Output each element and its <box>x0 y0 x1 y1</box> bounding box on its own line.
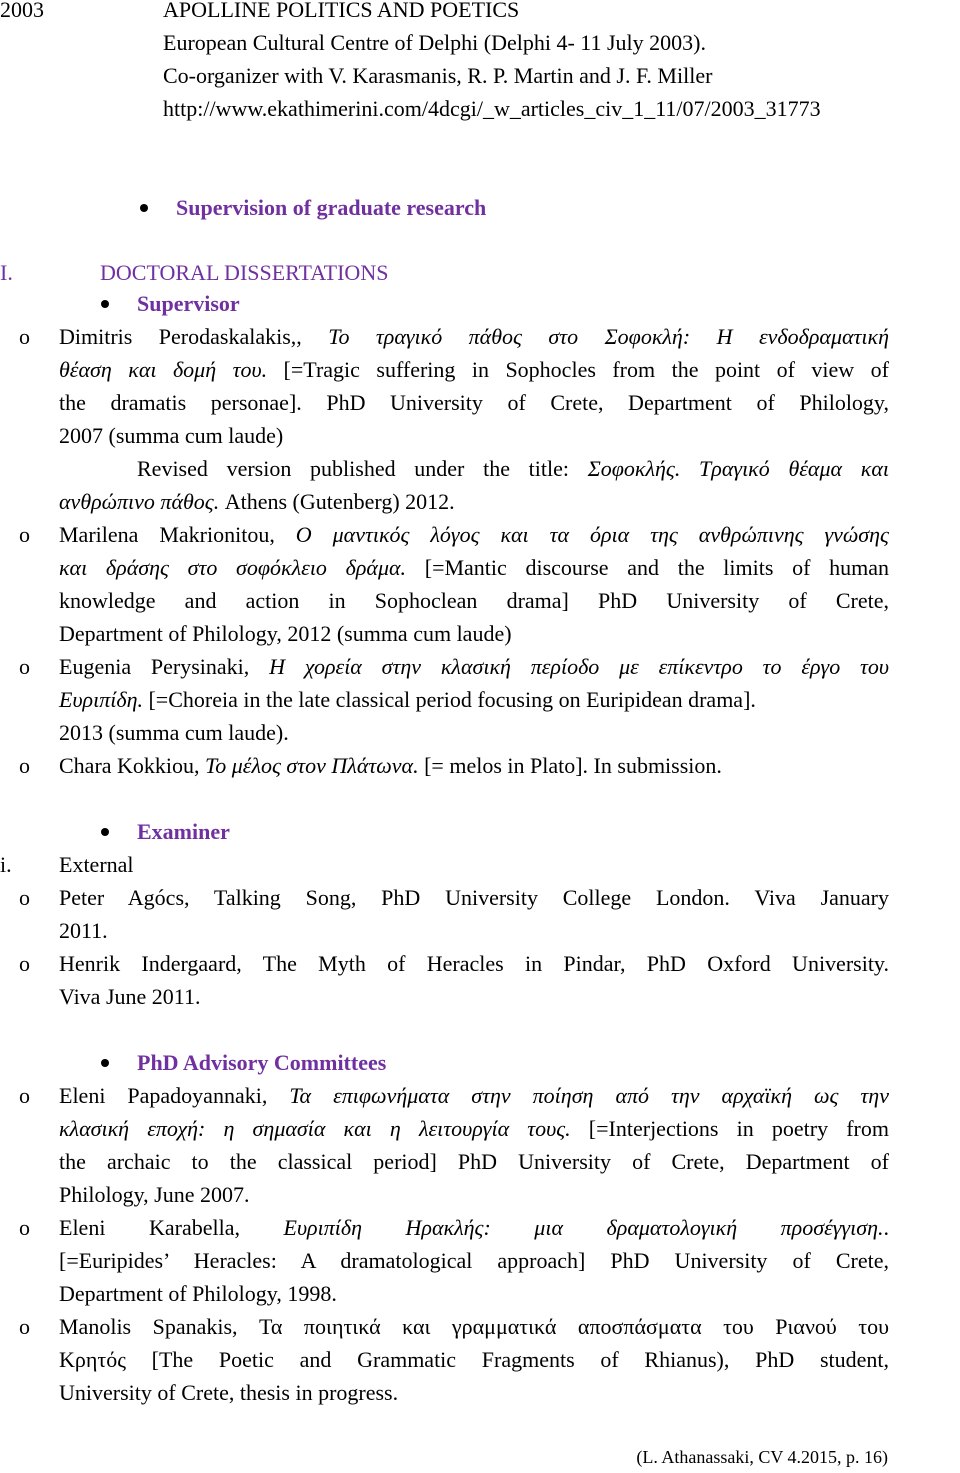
conference-year: 2003 <box>0 0 44 22</box>
list-item-line: και δράσης στο σοφόκλειο δράμα. [=Mantic discourse and the limits of human <box>59 555 889 580</box>
list-marker: o <box>19 654 30 679</box>
list-item-line: the archaic to the classical period] PhD University of Crete, Department of <box>59 1149 889 1174</box>
committees-heading: PhD Advisory Committees <box>137 1050 387 1075</box>
bullet-icon <box>140 204 148 212</box>
page-footer: (L. Athanassaki, CV 4.2015, p. 16) <box>636 1447 888 1467</box>
conference-title: APOLLINE POLITICS AND POETICS <box>163 0 520 22</box>
list-item-line: 2007 (summa cum laude) <box>59 423 284 448</box>
list-marker: o <box>19 885 30 910</box>
list-item: Manolis Spanakis, Τα ποιητικά και γραμματικά αποσπάσματα του Ριανού του <box>59 1314 889 1339</box>
list-item: Eugenia Perysinaki, Η χορεία στην κλασική περίοδο με επίκεντρο το έργο του <box>59 654 889 679</box>
supervisor-heading: Supervisor <box>137 291 240 316</box>
external-label: External <box>59 852 134 877</box>
list-item: Peter Agócs, Talking Song, PhD University College London. Viva January <box>59 885 889 910</box>
conference-venue: European Cultural Centre of Delphi (Delphi 4- 11 July 2003). <box>163 30 706 55</box>
list-item: Chara Kokkiou, Το μέλος στον Πλάτωνα. [= melos in Plato]. In submission. <box>59 753 722 778</box>
list-marker: o <box>19 753 30 778</box>
list-item-line: Department of Philology, 2012 (summa cum laude) <box>59 621 512 646</box>
bullet-icon <box>101 300 109 308</box>
supervision-heading: Supervision of graduate research <box>176 195 487 220</box>
list-item: Marilena Makrionitou, Ο μαντικός λόγος και τα όρια της ανθρώπινης γνώσης <box>59 522 889 547</box>
bullet-icon <box>101 1059 109 1067</box>
list-item-line: 2013 (summa cum laude). <box>59 720 289 745</box>
bullet-icon <box>101 828 109 836</box>
list-item-line: Philology, June 2007. <box>59 1182 250 1207</box>
doctoral-numeral: I. <box>0 260 13 285</box>
list-item-line: ανθρώπινο πάθος. Athens (Gutenberg) 2012. <box>59 489 455 514</box>
list-marker: o <box>19 522 30 547</box>
list-marker: o <box>19 1083 30 1108</box>
list-item-line: Revised version published under the title: Σοφοκλής. Τραγικό θέαμα και <box>137 456 889 481</box>
conference-link[interactable]: http://www.ekathimerini.com/4dcgi/_w_articles_civ_1_11/07/2003_31773 <box>163 96 821 121</box>
list-item-line: κλασική εποχή: η σημασία και η λειτουργία τους. [=Interjections in poetry from <box>59 1116 889 1141</box>
list-item-line: knowledge and action in Sophoclean drama] PhD University of Crete, <box>59 588 889 613</box>
list-item: Henrik Indergaard, The Myth of Heracles in Pindar, PhD Oxford University. <box>59 951 889 976</box>
list-item: Eleni Karabella, Ευριπίδη Ηρακλής: μια δραματολογική προσέγγιση.. <box>59 1215 889 1240</box>
list-marker: o <box>19 1215 30 1240</box>
list-item-line: the dramatis personae]. PhD University of Crete, Department of Philology, <box>59 390 889 415</box>
list-marker: o <box>19 1314 30 1339</box>
list-item-line: Ευριπίδη. [=Choreia in the late classical period focusing on Euripidean drama]. <box>59 687 756 712</box>
list-item: Dimitris Perodaskalakis,, Το τραγικό πάθος στο Σοφοκλή: Η ενδοδραματική <box>59 324 889 349</box>
doctoral-heading: DOCTORAL DISSERTATIONS <box>100 260 389 285</box>
list-item-line: Κρητός [The Poetic and Grammatic Fragments of Rhianus), PhD student, <box>59 1347 889 1372</box>
list-marker: o <box>19 951 30 976</box>
list-item-line: [=Euripides’ Heracles: A dramatological approach] PhD University of Crete, <box>59 1248 889 1273</box>
list-item: Eleni Papadoyannaki, Τα επιφωνήματα στην ποίηση από την αρχαϊκή ως την <box>59 1083 889 1108</box>
list-marker: o <box>19 324 30 349</box>
list-item-line: University of Crete, thesis in progress. <box>59 1380 399 1405</box>
conference-coorganizers: Co-organizer with V. Karasmanis, R. P. Martin and J. F. Miller <box>163 63 713 88</box>
list-item-line: θέαση και δομή του. [=Tragic suffering in Sophocles from the point of view of <box>59 357 889 382</box>
external-numeral: i. <box>0 852 12 877</box>
list-item-line: Department of Philology, 1998. <box>59 1281 337 1306</box>
examiner-heading: Examiner <box>137 819 230 844</box>
list-item-line: Viva June 2011. <box>59 984 201 1009</box>
list-item-line: 2011. <box>59 918 108 943</box>
